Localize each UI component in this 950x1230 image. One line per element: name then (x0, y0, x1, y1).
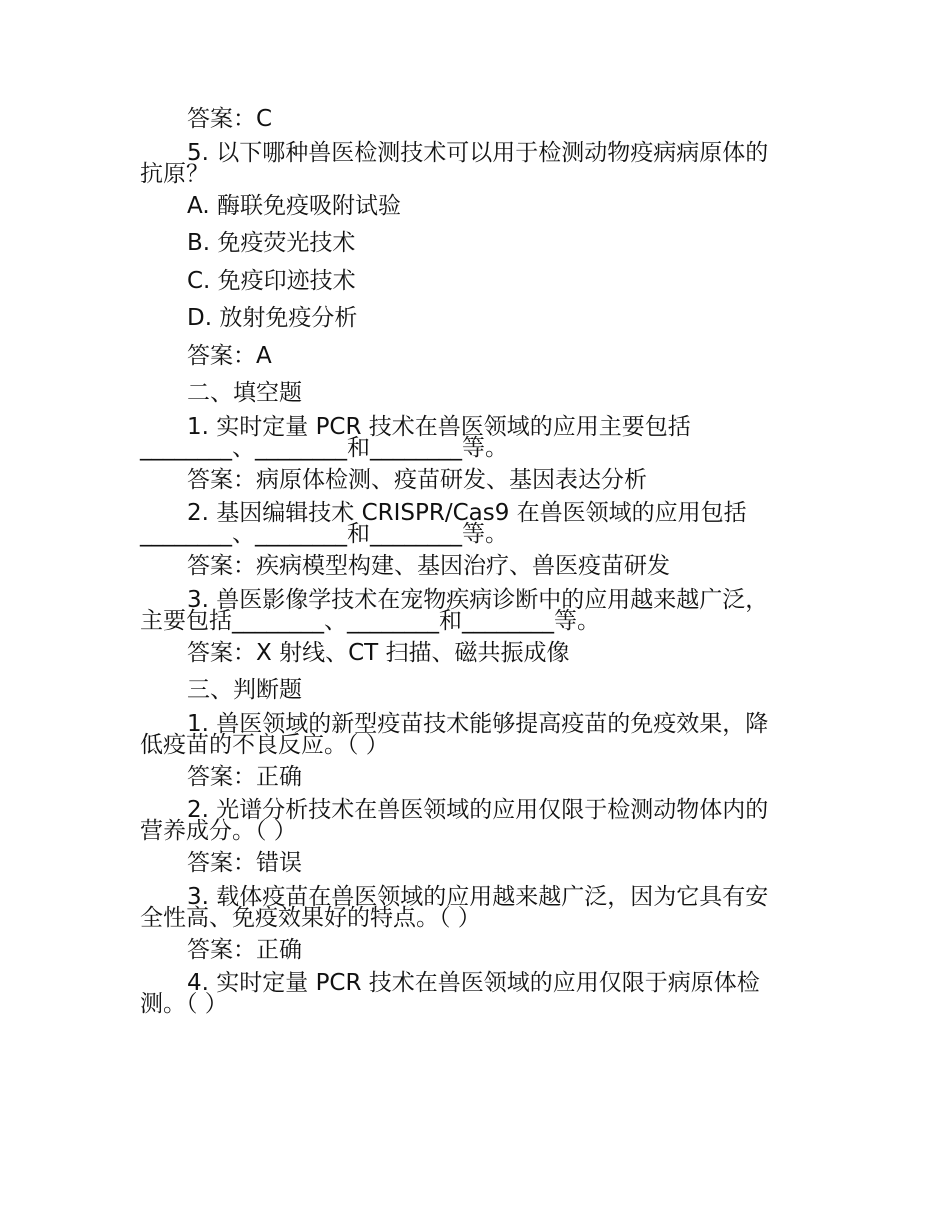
answer-line: 答案：A (187, 342, 272, 369)
question-text-continuation: ________、________和________等。 (140, 434, 508, 461)
option-a: A. 酶联免疫吸附试验 (187, 192, 401, 219)
question-text-continuation: 低疫苗的不良反应。（ ） (140, 731, 389, 758)
question-paragraph (140, 710, 812, 759)
question-text: 3. 兽医影像学技术在宠物疾病诊断中的应用越来越广泛， (187, 586, 769, 613)
question-text-continuation: 全性高、免疫效果好的特点。（ ） (140, 904, 481, 931)
question-paragraph (140, 499, 812, 548)
option-d: D. 放射免疫分析 (187, 305, 358, 331)
question-text-continuation: 主要包括________、________和________等。 (140, 607, 600, 634)
answer-line: 答案：正确 (187, 763, 302, 790)
answer-line: 答案：错误 (187, 850, 302, 876)
question-paragraph (140, 586, 812, 635)
question-text-continuation: 营养成分。（ ） (140, 818, 297, 844)
question-paragraph (140, 969, 812, 1018)
answer-line: 答案：C (187, 106, 273, 132)
question-text: 2. 基因编辑技术 CRISPR/Cas9 在兽医领域的应用包括 (187, 500, 747, 526)
question-text-continuation: 抗原？ (140, 160, 209, 187)
document-page (140, 101, 812, 1018)
answer-line: 答案：X 射线、CT 扫描、磁共振成像 (187, 639, 570, 666)
answer-line: 答案：疾病模型构建、基因治疗、兽医疫苗研发 (187, 553, 670, 579)
option-b: B. 免疫荧光技术 (187, 230, 356, 256)
section-heading: 二、填空题 (187, 380, 302, 406)
option-c: C. 免疫印迹技术 (187, 267, 356, 294)
question-text: 1. 兽医领域的新型疫苗技术能够提高疫苗的免疫效果，降 (187, 710, 769, 737)
question-text: 1. 实时定量 PCR 技术在兽医领域的应用主要包括 (187, 413, 691, 440)
question-text-continuation: 测。（ ） (140, 991, 228, 1017)
question-text: 5. 以下哪种兽医检测技术可以用于检测动物疫病病原体的 (187, 139, 769, 166)
question-text: 4. 实时定量 PCR 技术在兽医领域的应用仅限于病原体检 (187, 970, 760, 996)
answer-line: 答案：正确 (187, 936, 302, 963)
question-text: 2. 光谱分析技术在兽医领域的应用仅限于检测动物体内的 (187, 797, 769, 823)
question-paragraph (140, 883, 812, 932)
section-heading: 三、判断题 (187, 677, 302, 703)
question-paragraph (140, 796, 812, 845)
answer-line: 答案：病原体检测、疫苗研发、基因表达分析 (187, 466, 647, 493)
question-paragraph (140, 413, 812, 462)
question-paragraph (140, 139, 812, 188)
question-text-continuation: ________、________和________等。 (140, 521, 508, 547)
question-text: 3. 载体疫苗在兽医领域的应用越来越广泛，因为它具有安 (187, 883, 769, 910)
